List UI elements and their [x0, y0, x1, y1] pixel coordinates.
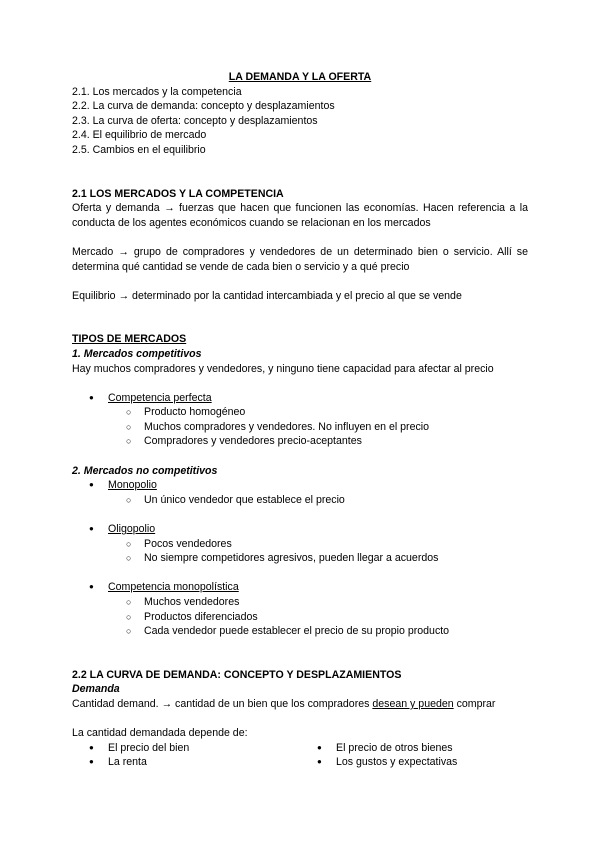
monopolio-list	[72, 478, 528, 507]
list-item	[72, 478, 528, 493]
mercado-paragraph: Mercado → grupo de compradores y vendedores de un determinado bien o servicio. Allí se determina qué cantidad se vende de cada bien o servicio y a qué precio	[72, 245, 528, 273]
toc-item: 2.5. Cambios en el equilibrio	[72, 143, 206, 156]
tipos-mercados-heading: TIPOS DE MERCADOS	[72, 333, 187, 346]
list-item: ○ Muchos vendedores	[72, 595, 528, 610]
list-item: ● Los gustos y expectativas	[300, 755, 528, 770]
monopolio-label: Monopolio	[108, 479, 157, 492]
equilibrio-paragraph: Equilibrio → determinado por la cantidad intercambiada y el precio al que se vende	[72, 289, 462, 302]
document-title: LA DEMANDA Y LA OFERTA	[228, 71, 372, 83]
definition-prefix: Cantidad demand. → cantidad de un bien que los compradores	[72, 697, 373, 710]
competencia-perfecta-list	[72, 391, 528, 449]
section-heading-2-2: 2.2 LA CURVA DE DEMANDA: CONCEPTO Y DESPLAZAMIENTOS	[72, 668, 402, 681]
list-item: ○ Compradores y vendedores precio-aceptantes	[72, 434, 528, 449]
list-item	[72, 580, 528, 595]
table-of-contents	[72, 85, 528, 158]
competencia-monopolistica-list	[72, 580, 528, 638]
list-item	[72, 391, 528, 406]
oferta-demanda-paragraph: Oferta y demanda → fuerzas que hacen que funcionen las economías. Hacen referencia a la conducta de los agentes económicos cuando se relacionan en los mercados	[72, 202, 528, 229]
list-item: ○ Muchos compradores y vendedores. No influyen en el precio	[72, 420, 528, 435]
factors-left	[72, 741, 300, 770]
factors-right	[300, 741, 528, 770]
list-item: ● El precio del bien	[72, 741, 300, 756]
list-item: ○ Un único vendedor que establece el precio	[72, 493, 528, 508]
list-item: ○ Pocos vendedores	[72, 537, 528, 552]
toc-item: 2.3. La curva de oferta: concepto y desplazamientos	[72, 114, 318, 127]
mercados-no-competitivos-heading: 2. Mercados no competitivos	[72, 464, 218, 477]
toc-item: 2.2. La curva de demanda: concepto y desplazamientos	[72, 100, 335, 113]
oligopolio-list	[72, 522, 528, 566]
list-item	[72, 522, 528, 537]
list-item: ● El precio de otros bienes	[300, 741, 528, 756]
definition-underline: desean y pueden	[372, 697, 454, 710]
list-item: ○ No siempre competidores agresivos, pueden llegar a acuerdos	[72, 551, 528, 566]
cantidad-demandada-definition	[72, 697, 528, 712]
demanda-subheading: Demanda	[72, 683, 120, 696]
list-item: ○ Cada vendedor puede establecer el precio de su propio producto	[72, 624, 528, 639]
competencia-perfecta-label: Competencia perfecta	[108, 391, 212, 404]
toc-item: 2.4. El equilibrio de mercado	[72, 129, 207, 142]
definition-suffix: comprar	[453, 697, 496, 710]
list-item: ○ Productos diferenciados	[72, 610, 528, 625]
section-heading-2-1: 2.1 LOS MERCADOS Y LA COMPETENCIA	[72, 187, 284, 200]
list-item: ○ Producto homogéneo	[72, 405, 528, 420]
factors-columns	[72, 741, 528, 770]
depends-intro: La cantidad demandada depende de:	[72, 727, 248, 740]
list-item: ● La renta	[72, 755, 300, 770]
oligopolio-label: Oligopolio	[108, 523, 156, 536]
mercados-competitivos-desc: Hay muchos compradores y vendedores, y ninguno tiene capacidad para afectar al precio	[72, 362, 494, 375]
competencia-monopolistica-label: Competencia monopolística	[108, 581, 239, 594]
toc-item: 2.1. Los mercados y la competencia	[72, 85, 242, 98]
document-content	[72, 70, 528, 770]
mercados-competitivos-heading: 1. Mercados competitivos	[72, 347, 202, 360]
